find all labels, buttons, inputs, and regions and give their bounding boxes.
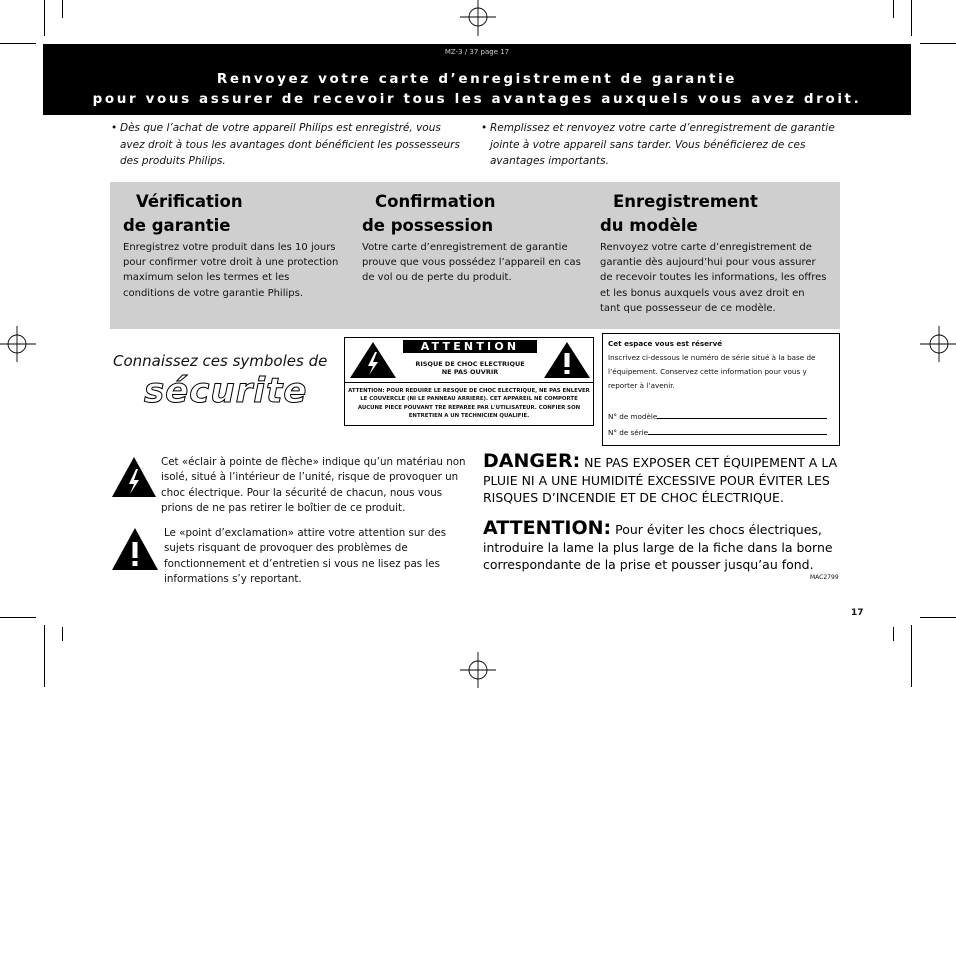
page-reference: MZ-3 / 37 page 17 xyxy=(444,48,510,56)
registration-mark-left xyxy=(0,324,36,364)
header-line-2: pour vous assurer de recevoir tous les avantages auxquels vous avez droit. xyxy=(92,91,862,107)
attention-subtitle: RISQUE DE CHOC ELECTRIQUE NE PAS OUVRIR xyxy=(415,360,525,376)
exclamation-triangle-icon xyxy=(541,340,593,380)
header-line-1: Renvoyez votre carte d’enregistrement de garantie xyxy=(216,71,738,87)
lightning-explanation: Cet «éclair à pointe de flèche» indique qu’un matériau non isolé, situé à l’intérieur de l’unité, risque de provoquer un choc électrique. Pour la sécurité de chacun, nous vous prions de ne pas retirer le boîtier de ce produit. xyxy=(161,456,466,514)
crop-mark xyxy=(920,43,956,44)
crop-mark xyxy=(0,43,36,44)
benefit-possession xyxy=(362,190,588,286)
serial-number-label: N° de série xyxy=(608,428,649,437)
benefit-body: Enregistrez votre produit dans les 10 jours pour confirmer votre droit à une protection maximum selon les termes et les conditions de votre garantie Philips. xyxy=(123,242,339,299)
securite-word: sécurite xyxy=(144,371,308,411)
benefit-body: Votre carte d’enregistrement de garantie prouve que vous possédez l’appareil en cas de vol ou de perte du produit. xyxy=(362,242,581,284)
benefit-title: Vérification de garantie xyxy=(123,192,243,235)
header-banner xyxy=(43,44,911,115)
registration-mark-bottom xyxy=(458,650,498,690)
danger-text: NE PAS EXPOSER CET ÉQUIPEMENT A LA PLUIE NI A UNE HUMIDITÉ EXCESSIVE POUR ÉVITER LES RISQUES D’INCENDIE ET DE CHOC ÉLECTRIQUE. xyxy=(483,455,838,506)
exclamation-triangle-icon xyxy=(111,527,159,571)
attention-label xyxy=(344,337,594,426)
serial-number-field[interactable] xyxy=(608,426,838,440)
attention-warning-text: ATTENTION: POUR REDUIRE LE RESQUE DE CHOC ELECTRIQUE, NE PAS ENLEVER LE COUVERCLE (NI LE PANNEAU ARRIERE). CET APPAREIL NE COMPORTE AUCUNE PIECE POUVANT TRE REPAREE PAR L'UTILISATEUR. CONFIER SON ENTRETIEN A UN TECHNICIEN QUALIFIE. xyxy=(348,388,590,419)
benefit-title: Confirmation de possession xyxy=(362,192,496,235)
crop-mark xyxy=(44,0,45,36)
benefit-model xyxy=(600,190,828,316)
bullet-right-text: Remplissez et renvoyez votre carte d’enregistrement de garantie jointe à votre appareil sans tarder. Vous bénéficierez de ces avantages importants. xyxy=(490,122,835,167)
registration-mark-top xyxy=(458,0,498,36)
crop-mark xyxy=(911,0,912,36)
benefit-warranty xyxy=(123,190,341,301)
page-number: 17 xyxy=(851,608,864,618)
crop-mark xyxy=(893,0,894,18)
lightning-triangle-icon xyxy=(111,456,157,498)
reserve-title: Cet espace vous est réservé xyxy=(608,339,723,348)
lightning-triangle-icon xyxy=(347,340,399,380)
attention-notice xyxy=(483,517,839,574)
exclamation-explanation: Le «point d’exclamation» attire votre attention sur des sujets risquant de provoquer des problèmes de fonctionnement et d’entretien si vous ne lisez pas les informations s’y reportant. xyxy=(164,527,447,585)
danger-label: DANGER: xyxy=(483,450,581,472)
danger-notice xyxy=(483,450,839,507)
symbols-heading: Connaissez ces symboles de xyxy=(113,352,328,370)
bullet-right xyxy=(481,120,840,170)
crop-mark xyxy=(920,617,956,618)
crop-mark xyxy=(62,0,63,18)
mac-code: MAC2799 xyxy=(810,574,839,581)
crop-mark xyxy=(62,627,63,641)
serial-number-box xyxy=(602,333,840,446)
bullet-left xyxy=(111,120,465,170)
bullet-marker: • xyxy=(111,122,118,134)
attention-divider xyxy=(345,382,593,383)
crop-mark xyxy=(44,625,45,687)
attention-banner: ATTENTION xyxy=(403,340,537,353)
benefit-title: Enregistrement du modèle xyxy=(600,192,758,235)
benefit-body: Renvoyez votre carte d’enregistrement de garantie dès aujourd’hui pour vous assurer de recevoir toutes les informations, les offres et les bonus auxquels vous avez droit en tant que possesseur de ce modèle. xyxy=(600,242,827,314)
reserve-body: Inscrivez ci-dessous le numéro de série situé à la base de l’équipement. Conservez cette information pour vous y reporter à l’avenir. xyxy=(608,353,816,390)
bullet-left-text: Dès que l’achat de votre appareil Philips est enregistré, vous avez droit à tous les avantages dont bénéficient les possesseurs des produits Philips. xyxy=(120,122,460,167)
benefits-panel xyxy=(110,182,840,329)
attention-notice-text: Pour éviter les chocs électriques, introduire la lame la plus large de la fiche dans la borne correspondante de la prise et pousser jusqu’au fond. xyxy=(483,522,833,573)
registration-mark-right xyxy=(920,324,956,364)
crop-mark xyxy=(893,627,894,641)
crop-mark xyxy=(911,625,912,687)
attention-notice-label: ATTENTION: xyxy=(483,517,612,539)
model-number-label: N° de modèle xyxy=(608,412,658,421)
model-number-field[interactable] xyxy=(608,410,838,424)
bullet-marker: • xyxy=(481,122,488,134)
crop-mark xyxy=(0,617,36,618)
